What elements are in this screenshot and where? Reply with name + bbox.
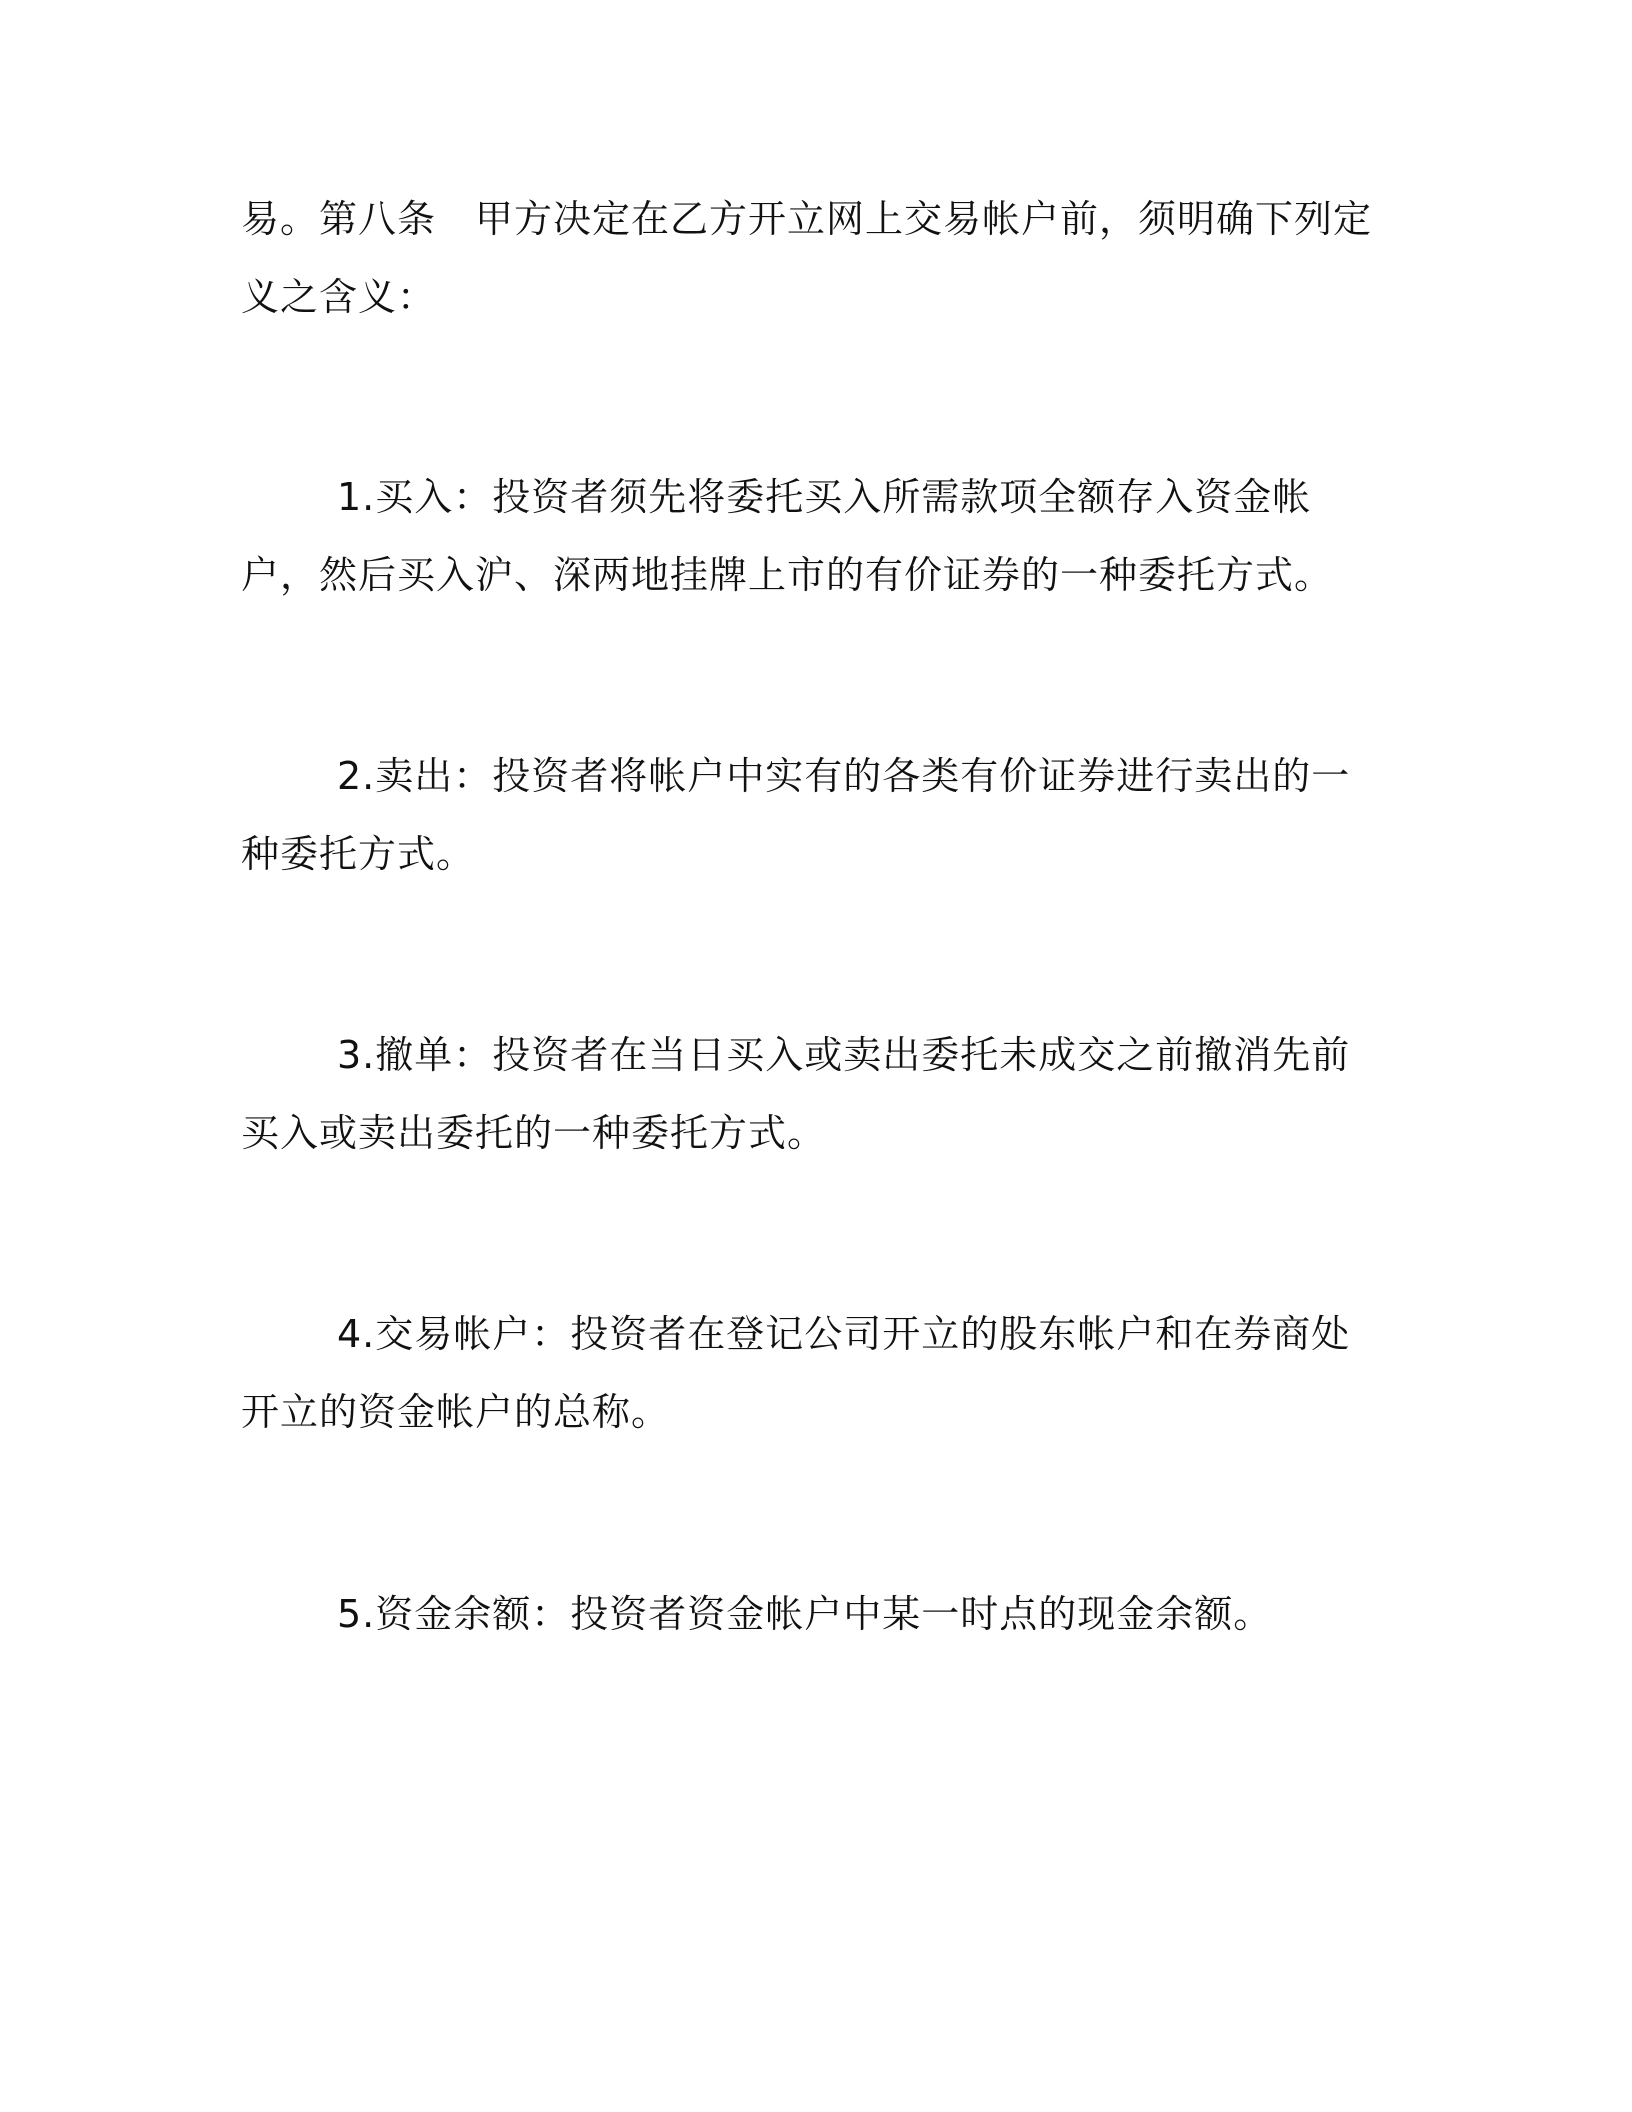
definition-sell: 2.卖出：投资者将帐户中实有的各类有价证券进行卖出的一种委托方式。 <box>241 754 1351 876</box>
definition-cancel-order: 3.撤单：投资者在当日买入或卖出委托未成交之前撤消先前买入或卖出委托的一种委托方式。 <box>241 1033 1351 1155</box>
definition-buy: 1.买入：投资者须先将委托买入所需款项全额存入资金帐户，然后买入沪、深两地挂牌上市的有价证券的一种委托方式。 <box>241 475 1334 597</box>
article-intro-paragraph: 易。第八条 甲方决定在乙方开立网上交易帐户前，须明确下列定义之含义： <box>241 197 1373 319</box>
definition-trading-account: 4.交易帐户：投资者在登记公司开立的股东帐户和在券商处开立的资金帐户的总称。 <box>241 1312 1351 1434</box>
definition-fund-balance: 5.资金余额：投资者资金帐户中某一时点的现金余额。 <box>337 1592 1273 1636</box>
